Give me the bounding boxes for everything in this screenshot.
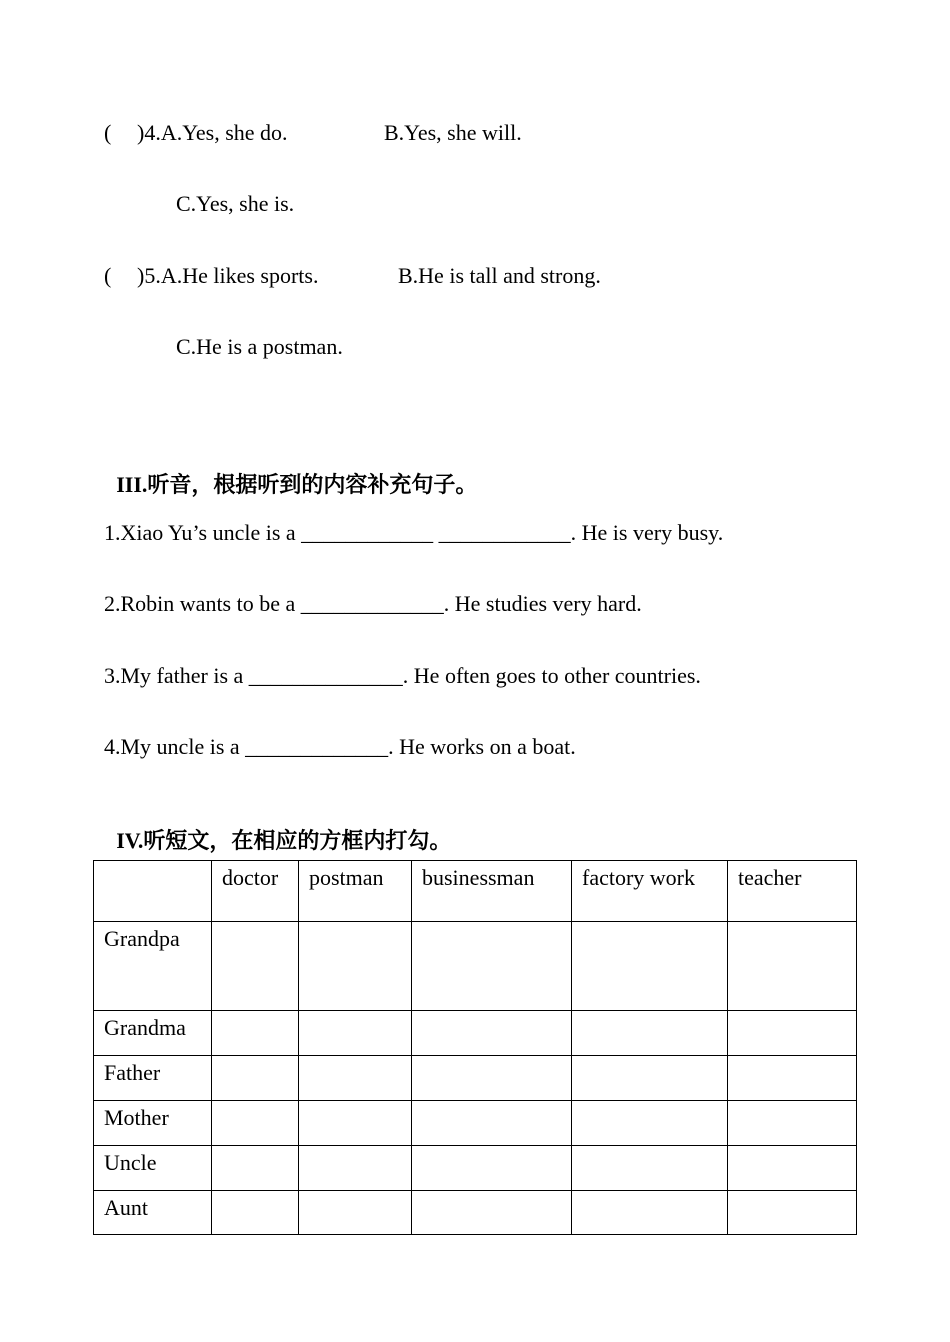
q5-bracket: (: [104, 263, 112, 288]
checkbox-table: [93, 860, 857, 1235]
header-cell-factory-work: factory work: [572, 861, 728, 922]
check-cell[interactable]: [212, 922, 299, 1011]
q4-option-c: C.Yes, she is.: [176, 191, 295, 216]
table-row: [94, 1056, 857, 1101]
header-cell-teacher: teacher: [728, 861, 857, 922]
check-cell[interactable]: [212, 1146, 299, 1191]
header-cell-empty: [94, 861, 212, 922]
fill-sentence-1: 1.Xiao Yu’s uncle is a ____________ ____________. He is very busy.: [104, 520, 724, 545]
fill-sentence-3: 3.My father is a ______________. He often goes to other countries.: [104, 663, 701, 688]
check-cell[interactable]: [572, 1101, 728, 1146]
check-cell[interactable]: [212, 1101, 299, 1146]
check-cell[interactable]: [212, 1011, 299, 1056]
check-cell[interactable]: [212, 1056, 299, 1101]
table-row: [94, 922, 857, 1011]
q4-bracket: (: [104, 120, 112, 145]
check-cell[interactable]: [728, 1101, 857, 1146]
q5-option-c: C.He is a postman.: [176, 334, 343, 359]
row-label-grandpa: Grandpa: [94, 922, 212, 1011]
check-cell[interactable]: [299, 922, 412, 1011]
check-cell[interactable]: [412, 1191, 572, 1235]
section-3-numeral: III.: [116, 472, 148, 497]
check-cell[interactable]: [412, 1011, 572, 1056]
check-cell[interactable]: [412, 1101, 572, 1146]
section-4-numeral: IV.: [116, 828, 144, 853]
section-3-title: 听音，根据听到的内容补充句子。: [147, 472, 478, 497]
check-cell[interactable]: [728, 1056, 857, 1101]
row-label-uncle: Uncle: [94, 1146, 212, 1191]
fill-sentence-2: 2.Robin wants to be a _____________. He studies very hard.: [104, 591, 642, 616]
q4-stem: )4.A.Yes, she do.: [137, 120, 288, 145]
check-cell[interactable]: [412, 1056, 572, 1101]
check-cell[interactable]: [299, 1101, 412, 1146]
check-cell[interactable]: [572, 1146, 728, 1191]
q5-stem: )5.A.He likes sports.: [137, 263, 319, 288]
q5-option-b: B.He is tall and strong.: [398, 263, 601, 288]
check-cell[interactable]: [412, 922, 572, 1011]
check-cell[interactable]: [212, 1191, 299, 1235]
table-row: [94, 1191, 857, 1235]
check-cell[interactable]: [728, 1146, 857, 1191]
row-label-father: Father: [94, 1056, 212, 1101]
header-cell-postman: postman: [299, 861, 412, 922]
check-cell[interactable]: [572, 1011, 728, 1056]
table-row: [94, 1101, 857, 1146]
row-label-aunt: Aunt: [94, 1191, 212, 1235]
table-header-row: [94, 861, 857, 922]
row-label-mother: Mother: [94, 1101, 212, 1146]
check-cell[interactable]: [299, 1146, 412, 1191]
check-cell[interactable]: [572, 1056, 728, 1101]
q4-option-b: B.Yes, she will.: [384, 120, 522, 145]
check-cell[interactable]: [728, 1011, 857, 1056]
section-4-heading: [104, 808, 451, 852]
section-3-heading: [104, 452, 477, 496]
table-row: [94, 1146, 857, 1191]
table-row: [94, 1011, 857, 1056]
check-cell[interactable]: [299, 1191, 412, 1235]
check-cell[interactable]: [299, 1011, 412, 1056]
check-cell[interactable]: [299, 1056, 412, 1101]
check-cell[interactable]: [412, 1146, 572, 1191]
check-cell[interactable]: [572, 1191, 728, 1235]
check-cell[interactable]: [728, 1191, 857, 1235]
row-label-grandma: Grandma: [94, 1011, 212, 1056]
header-cell-businessman: businessman: [412, 861, 572, 922]
check-cell[interactable]: [728, 922, 857, 1011]
check-cell[interactable]: [572, 922, 728, 1011]
header-cell-doctor: doctor: [212, 861, 299, 922]
fill-sentence-4: 4.My uncle is a _____________. He works on a boat.: [104, 734, 576, 759]
section-4-title: 听短文，在相应的方框内打勾。: [143, 828, 452, 853]
